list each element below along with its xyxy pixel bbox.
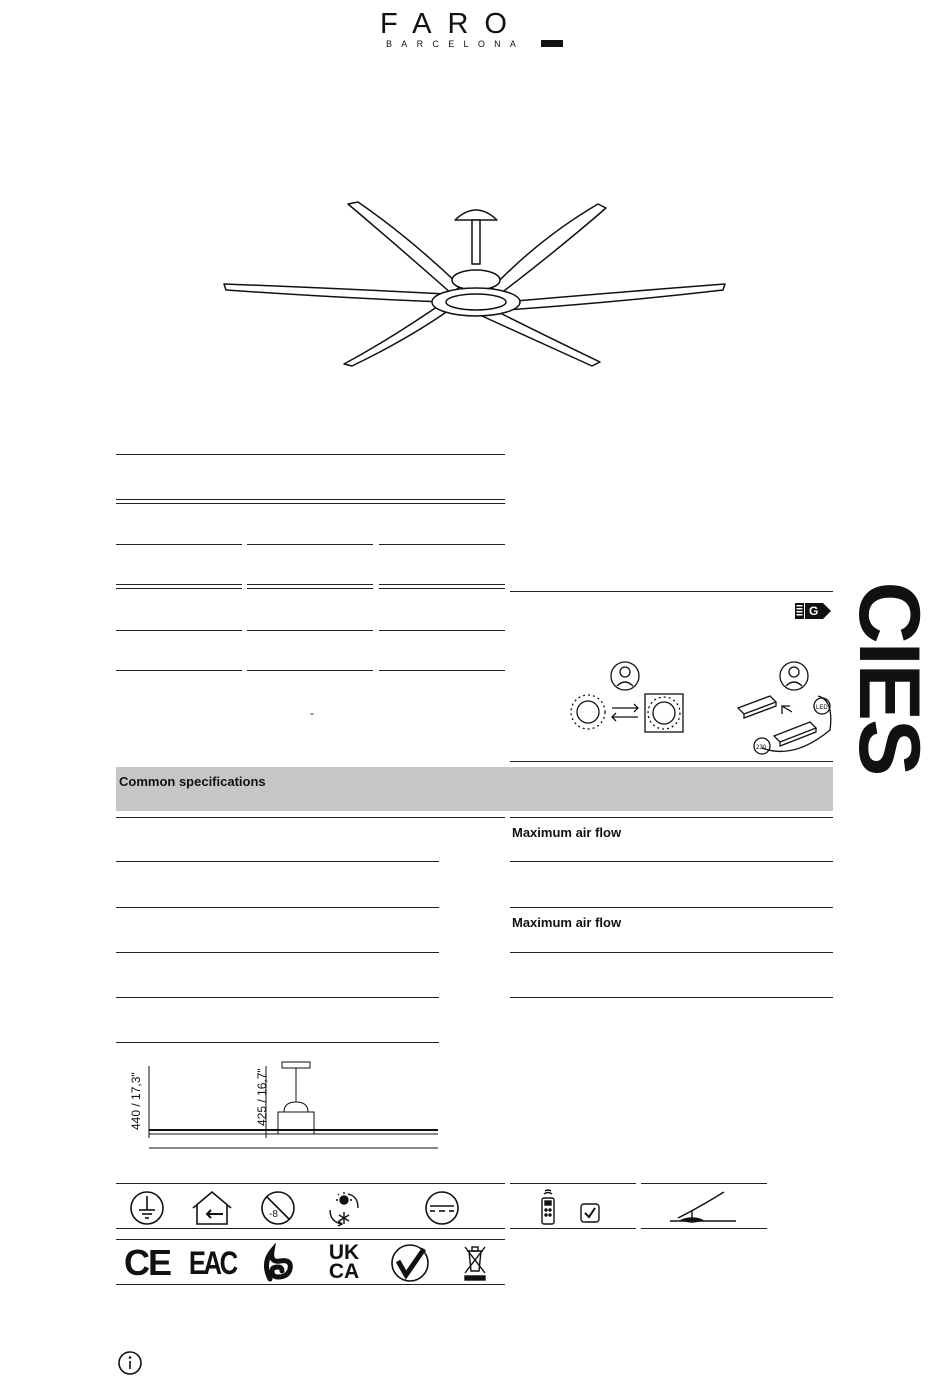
table-rule [510, 761, 833, 762]
table-rule [641, 1228, 767, 1229]
table-rule [247, 630, 373, 631]
table-rule [379, 584, 505, 589]
common-specifications-header [116, 767, 833, 811]
table-rule [116, 907, 439, 908]
table-rule [510, 861, 833, 862]
driver-replaceable-icon [734, 660, 834, 758]
remote-control-icon [510, 1186, 636, 1230]
ce-mark-text: CE [123, 1242, 170, 1283]
dimension-label-440: 440 / 17,3" [129, 1072, 143, 1130]
ceiling-fan-illustration [220, 198, 730, 370]
table-rule [510, 952, 833, 953]
common-specifications-label: Common specifications [119, 774, 266, 789]
table-rule [247, 544, 373, 545]
table-rule [116, 952, 439, 953]
indoor-use-icon [181, 1186, 243, 1230]
eac-mark-text: EAC [188, 1244, 236, 1281]
brand-logo-text: FARO [380, 8, 523, 40]
svg-text:-8: -8 [269, 1209, 278, 1220]
table-rule [510, 997, 833, 998]
air-flow-label-1: Maximum air flow [512, 825, 622, 840]
air-flow-label-2: Maximum air flow [512, 915, 622, 930]
summer-winter-mode-icon [313, 1186, 375, 1230]
brand-logo-subtitle: BARCELONA [386, 39, 526, 49]
dc-motor-icon [379, 1186, 505, 1230]
table-rule [116, 670, 242, 671]
table-rule [247, 584, 373, 589]
flame-mark-icon [247, 1241, 309, 1285]
table-rule [641, 1183, 767, 1184]
energy-class-badge [795, 603, 831, 619]
weee-bin-icon [444, 1241, 506, 1285]
light-source-replaceable-icon [568, 660, 688, 736]
table-rule [510, 1228, 636, 1229]
table-rule [116, 1284, 505, 1285]
table-rule [116, 1239, 505, 1240]
table-rule [510, 591, 833, 592]
product-name-vertical [833, 581, 945, 775]
table-rule [116, 630, 242, 631]
dash-mark: - [310, 706, 314, 720]
ce-mark-icon [116, 1241, 178, 1285]
brand-logo-bar [541, 40, 563, 47]
table-rule [510, 907, 833, 908]
table-rule [116, 1183, 505, 1184]
dimension-drawing [116, 1058, 442, 1154]
min-temperature-icon [247, 1186, 309, 1230]
table-rule [116, 1228, 505, 1229]
table-rule [116, 454, 505, 455]
table-rule [379, 630, 505, 631]
dimension-label-425: 425 / 16,7" [255, 1068, 269, 1126]
ceiling-slope-icon [641, 1186, 767, 1230]
ukca-mark-top: UK [328, 1241, 360, 1265]
table-rule [379, 670, 505, 671]
table-rule [116, 997, 439, 998]
energy-class-letter: G [809, 604, 819, 618]
table-rule [116, 499, 505, 504]
table-rule [247, 670, 373, 671]
led-label: LED [816, 705, 828, 711]
ukca-mark-icon [313, 1241, 375, 1285]
table-rule [379, 544, 505, 545]
table-rule [116, 817, 505, 818]
table-rule [510, 817, 833, 818]
info-icon [117, 1350, 143, 1376]
earth-ground-icon [116, 1186, 178, 1230]
table-rule [116, 861, 439, 862]
table-rule [116, 544, 242, 545]
table-rule [510, 1183, 636, 1184]
voltage-label: 230 [756, 745, 767, 751]
table-rule [116, 1042, 439, 1043]
table-rule [116, 584, 242, 589]
ukca-mark-bottom: CA [328, 1260, 360, 1283]
product-name-text: CIES [841, 581, 937, 775]
eac-mark-icon [181, 1241, 243, 1285]
rohs-mark-icon [379, 1241, 441, 1285]
